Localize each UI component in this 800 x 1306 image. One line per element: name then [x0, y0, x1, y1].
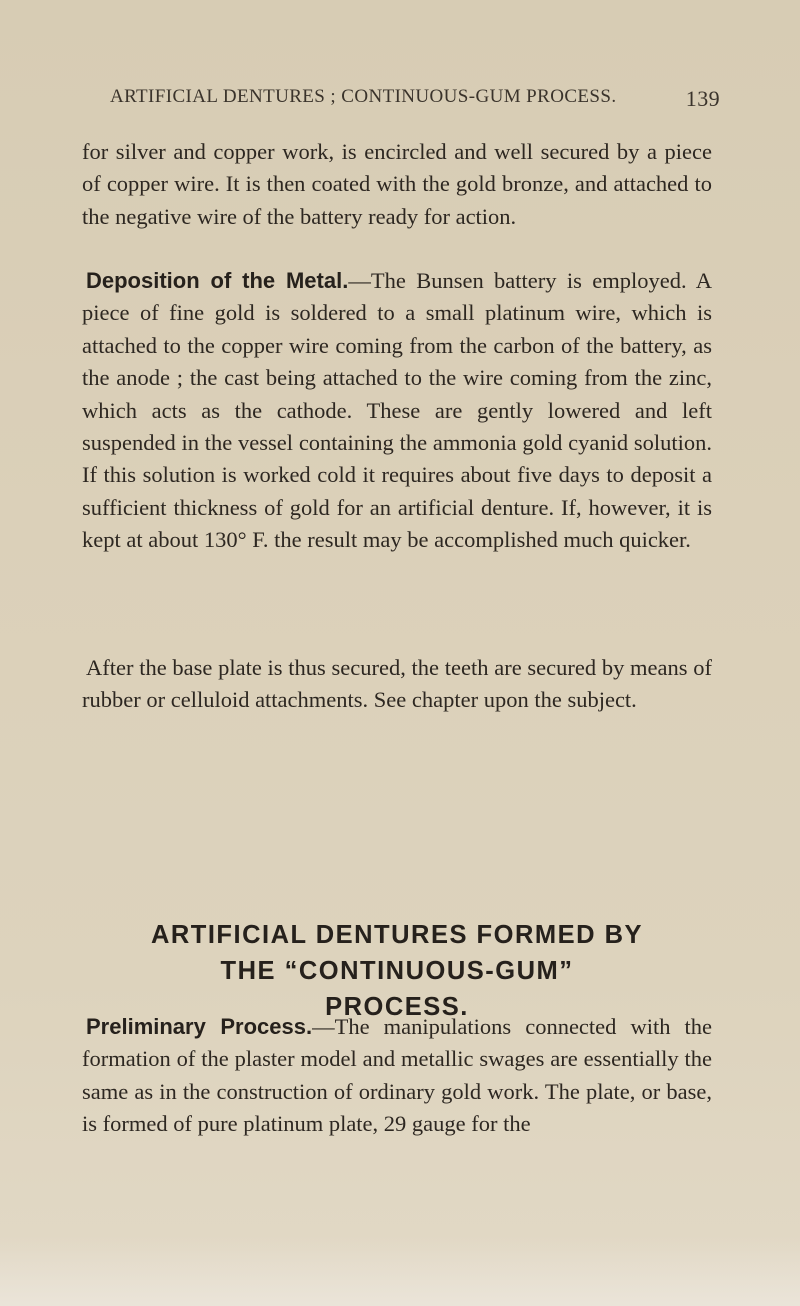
section-title-line-2: THE “CONTINUOUS-GUM”	[220, 957, 574, 985]
paragraph-3-text: After the base plate is thus secured, the teeth are secured by means of rubber or celluloid attachments. See chapter upon the subject.	[82, 655, 712, 713]
running-head-title: ARTIFICIAL DENTURES ; CONTINUOUS-GUM PROCESS.	[110, 86, 617, 107]
paragraph-preliminary	[82, 1011, 712, 1141]
paragraph-4-text: —The manipulations connected with the formation of the plaster model and metallic swages are essentially the same as in the construction of ordinary gold work. The plate, or base, is formed of pure platinum plate, 29 gauge for the	[82, 1014, 713, 1137]
paragraph-deposition	[82, 265, 712, 557]
paragraph-1-text: for silver and copper work, is encircled and well secured by a piece of copper wire. It is then coated with the gold bronze, and attached to the negative wire of the battery ready for action.	[82, 139, 712, 229]
paragraph-continued	[82, 136, 712, 233]
paragraph-2-heading: Deposition of the Metal.	[86, 268, 349, 293]
section-title-line-1: ARTIFICIAL DENTURES FORMED BY	[150, 921, 644, 949]
paragraph-after-base-plate	[82, 652, 712, 717]
page-number: 139	[685, 86, 720, 111]
running-head	[110, 86, 720, 111]
section-title	[82, 917, 712, 1025]
paragraph-2-text: —The Bunsen battery is employed. A piece of fine gold is soldered to a small platinum wire, which is attached to the copper wire coming from the carbon of the battery, as the anode ; the cast being attached to the wire coming from the zinc, which acts as the cathode. These are gently lowered and left suspended in the vessel containing the ammonia gold cyanid solution. If this solution is worked cold it requires about five days to deposit a sufficient thickness of gold for an artificial denture. If, however, it is kept at about 130° F. the result may be accomplished much quicker.	[82, 268, 712, 553]
section-title-line-3: PROCESS.	[325, 993, 469, 1021]
paragraph-4-heading: Preliminary Process.	[86, 1014, 313, 1039]
